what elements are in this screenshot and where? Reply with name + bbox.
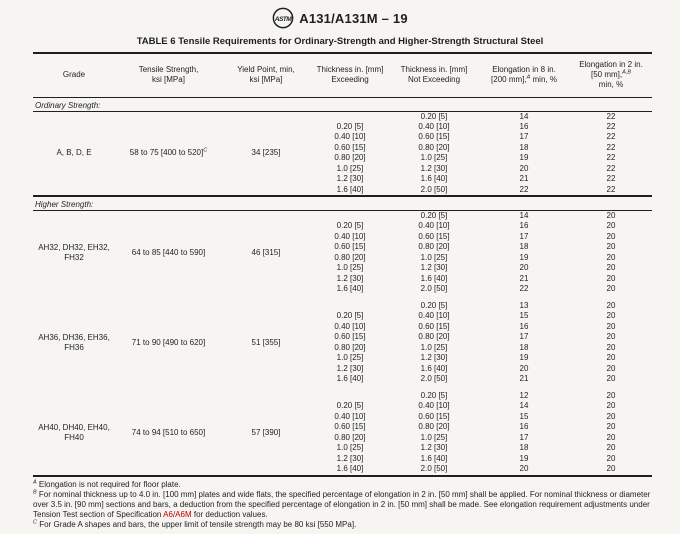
thickness-not-exceeding-cell: 0.20 [5] <box>420 111 448 121</box>
thickness-not-exceeding-cell: 1.0 [25] <box>420 252 448 262</box>
column-header-line: [50 mm],$^{A,B}$ <box>591 69 631 80</box>
footnote-marker: A <box>33 478 37 485</box>
grade-line: A, B, D, E <box>56 148 92 158</box>
table-row <box>33 301 652 312</box>
thickness-not-exceeding-cell: 1.6 [40] <box>420 363 448 373</box>
elongation-2in-cell: 20 <box>606 300 616 310</box>
yield-point-cell: 46 [315] <box>251 247 281 257</box>
elongation-8in-cell: 16 <box>519 121 529 131</box>
section-label: Ordinary Strength: <box>33 97 652 111</box>
thickness-exceeding-cell: 1.2 [30] <box>336 174 364 184</box>
thickness-exceeding-cell: 1.2 [30] <box>336 363 364 373</box>
column-header-line: Not Exceeding <box>407 75 461 85</box>
thickness-exceeding-cell: 1.2 [30] <box>336 273 364 283</box>
column-header-line: Tensile Strength, <box>138 65 199 75</box>
thickness-exceeding-cell: 1.0 [25] <box>336 263 364 273</box>
column-header-cell <box>390 53 478 97</box>
elongation-8in-cell: 20 <box>519 263 529 273</box>
grade-line: FH40 <box>64 432 84 442</box>
thickness-exceeding-cell <box>310 211 390 222</box>
thickness-exceeding-cell: 0.80 [20] <box>334 252 366 262</box>
elongation-8in-cell: 18 <box>519 443 529 453</box>
header-row <box>33 53 652 97</box>
tensile-strength-cell: 71 to 90 [490 to 620] <box>131 337 206 347</box>
thickness-exceeding-cell: 0.80 [20] <box>334 342 366 352</box>
elongation-8in-cell: 22 <box>519 184 529 194</box>
elongation-2in-cell: 20 <box>606 353 616 363</box>
elongation-8in-cell: 22 <box>519 284 529 294</box>
thickness-exceeding-cell: 1.0 [25] <box>336 163 364 173</box>
elongation-8in-cell: 17 <box>519 132 529 142</box>
thickness-not-exceeding-cell: 1.0 [25] <box>420 342 448 352</box>
tensile-strength-cell: 64 to 85 [440 to 590] <box>131 247 206 257</box>
thickness-not-exceeding-cell: 0.60 [15] <box>418 132 450 142</box>
thickness-exceeding-cell: 0.60 [15] <box>334 242 366 252</box>
thickness-not-exceeding-cell: 0.40 [10] <box>418 221 450 231</box>
thickness-exceeding-cell: 1.6 [40] <box>336 374 364 384</box>
grade-cell <box>33 111 115 195</box>
elongation-8in-cell: 13 <box>519 300 529 310</box>
elongation-2in-cell: 20 <box>606 401 616 411</box>
elongation-8in-cell: 16 <box>519 321 529 331</box>
grade-line: AH32, DH32, EH32, <box>38 242 110 252</box>
thickness-exceeding-cell: 0.20 [5] <box>336 401 364 411</box>
elongation-8in-cell: 18 <box>519 242 529 252</box>
table-row <box>33 211 652 222</box>
thickness-not-exceeding-cell: 0.60 [15] <box>418 231 450 241</box>
column-header-line: ksi [MPa] <box>152 75 185 85</box>
document-header <box>0 0 680 30</box>
thickness-not-exceeding-cell: 1.6 [40] <box>420 273 448 283</box>
column-header-line: Thickness in. [mm] <box>316 65 384 75</box>
elongation-8in-cell: 16 <box>519 221 529 231</box>
elongation-2in-cell: 20 <box>606 422 616 432</box>
thickness-exceeding-cell: 1.0 [25] <box>336 443 364 453</box>
elongation-2in-cell: 20 <box>606 464 616 474</box>
yield-point-cell: 57 [390] <box>251 427 281 437</box>
table-row <box>33 391 652 402</box>
column-header-cell <box>222 53 310 97</box>
elongation-2in-cell: 20 <box>606 332 616 342</box>
thickness-exceeding-cell: 0.40 [10] <box>334 321 366 331</box>
elongation-8in-cell: 18 <box>519 342 529 352</box>
table-body <box>33 97 652 477</box>
elongation-2in-cell: 20 <box>606 411 616 421</box>
thickness-exceeding-cell: 1.0 [25] <box>336 353 364 363</box>
grade-cell <box>33 301 115 385</box>
elongation-2in-cell: 20 <box>606 342 616 352</box>
elongation-2in-cell: 20 <box>606 263 616 273</box>
elongation-2in-cell: 20 <box>606 273 616 283</box>
grade-line: AH40, DH40, EH40, <box>38 422 110 432</box>
elongation-8in-cell: 17 <box>519 231 529 241</box>
table-title: TABLE 6 Tensile Requirements for Ordinary-Strength and Higher-Strength Structural Steel <box>136 36 544 47</box>
elongation-8in-cell: 15 <box>519 311 529 321</box>
thickness-exceeding-cell: 0.60 [15] <box>334 332 366 342</box>
thickness-not-exceeding-cell: 0.80 [20] <box>418 242 450 252</box>
footnote: $^C$ For Grade A shapes and bars, the upper limit of tensile strength may be 80 ksi [550 MPa]. <box>33 518 357 529</box>
footnote-marker: C <box>33 518 37 525</box>
elongation-8in-cell: 19 <box>519 453 529 463</box>
spec-link-a6a6m[interactable]: A6/A6M <box>163 509 192 519</box>
thickness-exceeding-cell: 0.60 [15] <box>334 142 366 152</box>
elongation-2in-cell: 20 <box>606 231 616 241</box>
elongation-2in-cell: 22 <box>606 132 616 142</box>
table-row <box>33 111 652 122</box>
elongation-8in-cell: 17 <box>519 432 529 442</box>
column-header-line: Elongation in 2 in. <box>579 60 643 70</box>
grade-cell <box>33 211 115 295</box>
elongation-8in-cell: 14 <box>519 111 529 121</box>
column-header-line: Grade <box>62 70 86 80</box>
elongation-2in-cell: 20 <box>606 252 616 262</box>
thickness-exceeding-cell: 1.2 [30] <box>336 453 364 463</box>
column-header-line: Exceeding <box>331 75 369 85</box>
column-header-cell <box>478 53 570 97</box>
thickness-exceeding-cell <box>310 301 390 312</box>
elongation-8in-cell: 15 <box>519 411 529 421</box>
footnotes <box>33 480 655 530</box>
elongation-2in-cell: 20 <box>606 321 616 331</box>
thickness-not-exceeding-cell: 0.80 [20] <box>418 422 450 432</box>
svg-text:ASTM: ASTM <box>274 15 292 23</box>
elongation-2in-cell: 20 <box>606 363 616 373</box>
thickness-not-exceeding-cell: 0.40 [10] <box>418 121 450 131</box>
column-header-line: Elongation in 8 in. <box>492 65 556 75</box>
thickness-not-exceeding-cell: 1.6 [40] <box>420 174 448 184</box>
thickness-not-exceeding-cell: 2.0 [50] <box>420 284 448 294</box>
elongation-2in-cell: 20 <box>606 374 616 384</box>
thickness-not-exceeding-cell: 1.2 [30] <box>420 353 448 363</box>
document-code: A131/A131M – 19 <box>299 10 408 26</box>
elongation-2in-cell: 22 <box>606 184 616 194</box>
thickness-not-exceeding-cell: 0.60 [15] <box>418 321 450 331</box>
elongation-8in-cell: 19 <box>519 153 529 163</box>
elongation-8in-cell: 19 <box>519 252 529 262</box>
thickness-exceeding-cell: 0.60 [15] <box>334 422 366 432</box>
thickness-not-exceeding-cell: 0.80 [20] <box>418 142 450 152</box>
elongation-8in-cell: 18 <box>519 142 529 152</box>
thickness-not-exceeding-cell: 0.40 [10] <box>418 401 450 411</box>
thickness-exceeding-cell: 1.6 [40] <box>336 284 364 294</box>
elongation-2in-cell: 20 <box>606 284 616 294</box>
elongation-8in-cell: 21 <box>519 374 529 384</box>
footnote-marker: B <box>33 488 37 495</box>
thickness-exceeding-cell: 0.40 [10] <box>334 132 366 142</box>
thickness-not-exceeding-cell: 1.6 [40] <box>420 453 448 463</box>
thickness-not-exceeding-cell: 2.0 [50] <box>420 464 448 474</box>
elongation-2in-cell: 22 <box>606 142 616 152</box>
elongation-2in-cell: 20 <box>606 432 616 442</box>
thickness-not-exceeding-cell: 1.2 [30] <box>420 263 448 273</box>
elongation-2in-cell: 20 <box>606 311 616 321</box>
section-label-row <box>33 97 652 111</box>
elongation-2in-cell: 20 <box>606 453 616 463</box>
elongation-2in-cell: 20 <box>606 242 616 252</box>
elongation-8in-cell: 16 <box>519 422 529 432</box>
thickness-exceeding-cell <box>310 391 390 402</box>
column-header-line: min, % <box>598 80 624 90</box>
tensile-strength-cell: 74 to 94 [510 to 650] <box>131 427 206 437</box>
section-label: Higher Strength: <box>33 197 652 211</box>
section-end-rule <box>33 475 652 477</box>
thickness-not-exceeding-cell: 1.0 [25] <box>420 153 448 163</box>
thickness-not-exceeding-cell: 1.2 [30] <box>420 163 448 173</box>
elongation-2in-cell: 20 <box>606 221 616 231</box>
thickness-exceeding-cell: 1.6 [40] <box>336 184 364 194</box>
elongation-8in-cell: 17 <box>519 332 529 342</box>
elongation-2in-cell: 20 <box>606 211 616 220</box>
thickness-exceeding-cell: 0.40 [10] <box>334 231 366 241</box>
elongation-8in-cell: 19 <box>519 353 529 363</box>
superscript-note: A <box>526 74 531 81</box>
astm-logo-icon <box>272 7 294 29</box>
thickness-exceeding-cell: 0.80 [20] <box>334 153 366 163</box>
column-header-line: ksi [MPa] <box>249 75 283 85</box>
table-head <box>33 53 652 97</box>
thickness-not-exceeding-cell: 0.60 [15] <box>418 411 450 421</box>
thickness-not-exceeding-cell: 1.2 [30] <box>420 443 448 453</box>
grade-line: FH36 <box>64 342 84 352</box>
thickness-not-exceeding-cell: 0.20 [5] <box>420 390 448 400</box>
grade-line: AH36, DH36, EH36, <box>38 332 110 342</box>
thickness-exceeding-cell: 0.20 [5] <box>336 121 364 131</box>
superscript-note: C <box>203 147 208 154</box>
elongation-8in-cell: 20 <box>519 464 529 474</box>
elongation-2in-cell: 20 <box>606 443 616 453</box>
yield-point-cell: 51 [355] <box>251 337 281 347</box>
column-header-line: [200 mm],$^A$ min, % <box>491 74 557 85</box>
thickness-exceeding-cell: 0.40 [10] <box>334 411 366 421</box>
thickness-not-exceeding-cell: 0.20 [5] <box>420 211 448 220</box>
elongation-8in-cell: 21 <box>519 174 529 184</box>
thickness-exceeding-cell: 0.20 [5] <box>336 221 364 231</box>
section-label-row <box>33 197 652 211</box>
thickness-exceeding-cell: 0.80 [20] <box>334 432 366 442</box>
tensile-strength-cell: 58 to 75 [400 to 520]$^C$ <box>129 147 208 158</box>
column-header-line: Yield Point, min, <box>237 65 295 75</box>
tensile-requirements-table <box>33 52 652 477</box>
thickness-not-exceeding-cell: 0.80 [20] <box>418 332 450 342</box>
thickness-not-exceeding-cell: 0.20 [5] <box>420 300 448 310</box>
thickness-not-exceeding-cell: 1.0 [25] <box>420 432 448 442</box>
thickness-not-exceeding-cell: 2.0 [50] <box>420 184 448 194</box>
elongation-2in-cell: 22 <box>606 111 616 121</box>
elongation-8in-cell: 21 <box>519 273 529 283</box>
superscript-note: A,B <box>622 69 631 76</box>
footnote: $^A$ Elongation is not required for floor plate. <box>33 478 181 489</box>
yield-point-cell: 34 [235] <box>251 148 281 158</box>
elongation-8in-cell: 14 <box>519 211 529 220</box>
column-header-line: Thickness in. [mm] <box>400 65 468 75</box>
elongation-2in-cell: 22 <box>606 163 616 173</box>
footnote: $^B$ For nominal thickness up to 4.0 in. [100 mm] plates and wide flats, the specified percentage of elongation in 2 in. [50 mm] shall be applied. For nominal thickness or diameter over 3.5 in. [90 mm] sections and bars, a deduction from the specified percentage of elongation in 2 in. [50 mm] shall be made. See elongation requirement adjustments under Tension Test section of Specification A6/A6M for deduction values. <box>33 488 651 519</box>
elongation-8in-cell: 20 <box>519 363 529 373</box>
elongation-8in-cell: 12 <box>519 390 529 400</box>
elongation-2in-cell: 22 <box>606 121 616 131</box>
thickness-exceeding-cell <box>310 111 390 122</box>
grade-cell <box>33 391 115 475</box>
elongation-2in-cell: 22 <box>606 153 616 163</box>
column-header-cell <box>570 53 652 97</box>
thickness-not-exceeding-cell: 2.0 [50] <box>420 374 448 384</box>
elongation-8in-cell: 20 <box>519 163 529 173</box>
column-header-cell <box>310 53 390 97</box>
thickness-not-exceeding-cell: 0.40 [10] <box>418 311 450 321</box>
elongation-8in-cell: 14 <box>519 401 529 411</box>
thickness-exceeding-cell: 1.6 [40] <box>336 464 364 474</box>
column-header-cell <box>33 53 115 97</box>
elongation-2in-cell: 20 <box>606 390 616 400</box>
column-header-cell <box>115 53 222 97</box>
rule-cell <box>33 475 652 477</box>
thickness-exceeding-cell: 0.20 [5] <box>336 311 364 321</box>
elongation-2in-cell: 22 <box>606 174 616 184</box>
grade-line: FH32 <box>64 252 84 262</box>
